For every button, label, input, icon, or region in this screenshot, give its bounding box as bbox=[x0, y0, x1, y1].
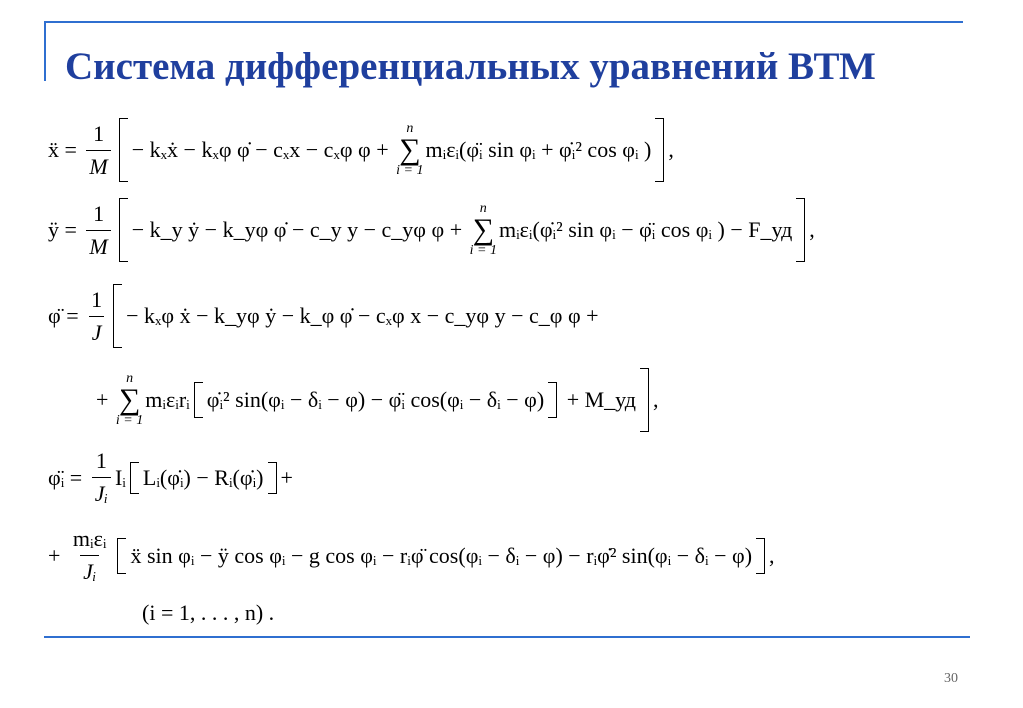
close-bracket bbox=[756, 538, 765, 574]
fraction-denominator: Jᵢ bbox=[92, 477, 111, 507]
bottom-rule-line bbox=[44, 636, 970, 638]
close-bracket bbox=[655, 118, 664, 182]
equation-phi-bracket-content: φ̇ᵢ² sin(φᵢ − δᵢ − φ) − φ̈ᵢ cos(φᵢ − δᵢ − φ) bbox=[206, 387, 545, 412]
equation-phi-term: mᵢεᵢrᵢ bbox=[145, 387, 190, 412]
sum-upper-limit: n bbox=[126, 371, 134, 386]
fraction-denominator: M bbox=[86, 150, 110, 180]
summation-symbol: n ∑ i = 1 bbox=[469, 201, 497, 258]
sum-lower-limit: i = 1 bbox=[469, 243, 497, 258]
fraction-numerator: 1 bbox=[93, 200, 105, 226]
equation-phi-i-plus: + bbox=[280, 464, 293, 490]
equation-y-term: mᵢεᵢ(φ̇ᵢ² sin φᵢ − φ̈ᵢ cos φᵢ ) − F_уд bbox=[498, 217, 793, 242]
sum-lower-limit: i = 1 bbox=[115, 413, 144, 428]
equation-phi bbox=[48, 284, 599, 348]
equation-x-comma: , bbox=[668, 137, 674, 162]
fraction-numerator: mᵢεᵢ bbox=[72, 526, 107, 551]
open-bracket bbox=[194, 382, 203, 418]
fraction-denominator: M bbox=[86, 230, 110, 260]
equation-phi-i bbox=[48, 448, 293, 507]
equation-phi-continuation bbox=[96, 368, 658, 432]
equation-x-term: mᵢεᵢ(φ̈ᵢ sin φᵢ + φ̇ᵢ² cos φᵢ ) bbox=[425, 137, 652, 162]
fraction-numerator: 1 bbox=[95, 448, 107, 473]
equation-phi-body: − kₓφ ẋ − k_yφ ẏ − k_φ φ̇ − cₓφ x − c_yφ y − c_φ φ + bbox=[126, 303, 599, 328]
sum-upper-limit: n bbox=[406, 121, 414, 136]
close-bracket bbox=[548, 382, 557, 418]
open-bracket bbox=[119, 198, 128, 262]
fraction-denominator: Jᵢ bbox=[80, 555, 99, 585]
equation-phi-fraction bbox=[88, 287, 105, 346]
equation-x-lhs: ẍ = bbox=[48, 137, 83, 162]
equation-y-body: − k_y ẏ − k_yφ φ̇ − c_y y − c_yφ φ + bbox=[131, 217, 468, 242]
equation-x-body: − kₓẋ − kₓφ φ̇ − cₓx − cₓφ φ + bbox=[131, 137, 395, 162]
equation-phi-i-lhs: φ̈ᵢ = bbox=[48, 464, 88, 490]
fraction-numerator: 1 bbox=[93, 120, 105, 146]
close-bracket bbox=[796, 198, 805, 262]
equation-y-fraction bbox=[86, 201, 110, 260]
equation-x bbox=[48, 118, 674, 182]
slide-title: Система дифференциальных уравнений ВТМ bbox=[65, 45, 876, 88]
plus-sign: + bbox=[48, 542, 66, 568]
equation-phi-lhs: φ̈ = bbox=[48, 303, 85, 328]
sum-upper-limit: n bbox=[479, 201, 487, 216]
plus-sign: + bbox=[96, 387, 114, 412]
close-bracket bbox=[268, 462, 277, 494]
summation-symbol: n ∑ i = 1 bbox=[396, 121, 424, 178]
equation-phi-i-comma: , bbox=[769, 542, 775, 568]
equation-y-lhs: ÿ = bbox=[48, 217, 83, 242]
equation-phi-moment: + M_уд bbox=[561, 387, 636, 412]
index-range-text: (i = 1, . . . , n) . bbox=[142, 600, 275, 625]
equation-phi-i-body: Iᵢ bbox=[114, 464, 126, 490]
equation-phi-comma: , bbox=[652, 387, 659, 412]
sum-lower-limit: i = 1 bbox=[396, 163, 424, 178]
equation-y bbox=[48, 198, 815, 262]
equation-phi-i-fraction-2 bbox=[70, 526, 110, 585]
equation-phi-i-fraction bbox=[92, 448, 111, 507]
equation-y-comma: , bbox=[809, 217, 815, 242]
fraction-numerator: 1 bbox=[91, 286, 103, 312]
equation-phi-i-continuation bbox=[48, 526, 775, 585]
summation-symbol: n ∑ i = 1 bbox=[115, 371, 144, 428]
top-rule-line bbox=[44, 21, 963, 23]
fraction-denominator: J bbox=[89, 316, 105, 346]
open-bracket bbox=[130, 462, 139, 494]
equation-x-fraction bbox=[86, 121, 110, 180]
equation-phi-i-bracket-content-2: ẍ sin φᵢ − ÿ cos φᵢ − g cos φᵢ − rᵢφ̈ cos(φᵢ − δᵢ − φ) − rᵢφ̇² sin(φᵢ − δᵢ − φ) bbox=[130, 542, 753, 568]
index-range bbox=[142, 600, 274, 626]
open-bracket bbox=[119, 118, 128, 182]
left-rule-line bbox=[44, 21, 46, 81]
open-bracket bbox=[117, 538, 126, 574]
close-bracket-outer bbox=[640, 368, 649, 432]
equation-phi-i-bracket-content: Lᵢ(φ̇ᵢ) − Rᵢ(φ̇ᵢ) bbox=[142, 464, 264, 490]
page-number: 30 bbox=[944, 671, 958, 686]
open-bracket bbox=[113, 284, 122, 348]
